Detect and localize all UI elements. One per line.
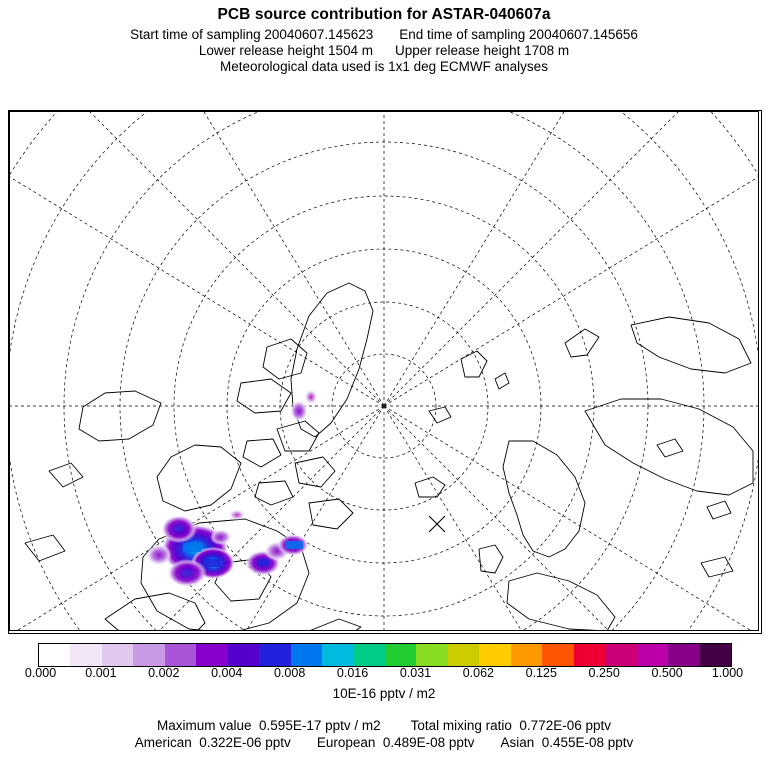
american-contribution-label: American 0.322E-06 pptv — [134, 735, 291, 750]
upper-release-height-label: Upper release height 1708 m — [395, 43, 570, 58]
spacer — [373, 27, 399, 42]
colorbar-swatch — [39, 644, 70, 666]
colorbar-tick-labels — [0, 666, 768, 682]
european-contribution-label: European 0.489E-08 pptv — [316, 735, 475, 750]
spacer — [381, 718, 411, 733]
colorbar-tick-label: 0.031 — [399, 666, 432, 680]
asian-contribution-label: Asian 0.455E-08 pptv — [500, 735, 634, 750]
footer-row-totals — [0, 718, 768, 733]
release-height-row — [0, 43, 768, 58]
colorbar-tick-label: 1.000 — [711, 666, 744, 680]
colorbar-swatch — [70, 644, 101, 666]
spacer — [291, 735, 317, 750]
colorbar-swatch — [165, 644, 196, 666]
colorbar-tick-label: 0.250 — [588, 666, 620, 680]
total-mixing-ratio-label: Total mixing ratio 0.772E-06 pptv — [410, 718, 611, 733]
colorbar-tick-label: 0.125 — [525, 666, 557, 680]
polar-stereographic-map — [9, 111, 759, 631]
colorbar-swatch — [700, 644, 731, 666]
colorbar-swatch — [448, 644, 479, 666]
colorbar-tick-label: 0.008 — [273, 666, 306, 680]
colorbar — [38, 643, 732, 667]
met-data-row — [0, 59, 768, 74]
map-panel — [8, 110, 762, 634]
colorbar-swatch — [416, 644, 447, 666]
colorbar-swatch — [668, 644, 699, 666]
lower-release-height-label: Lower release height 1504 m — [198, 43, 373, 58]
spacer — [373, 43, 395, 58]
figure-footer — [0, 716, 768, 752]
figure-header — [0, 0, 768, 74]
colorbar-tick-label: 0.500 — [651, 666, 683, 680]
start-time-label: Start time of sampling 20040607.145623 — [130, 27, 374, 42]
end-time-label: End time of sampling 20040607.145656 — [399, 27, 638, 42]
colorbar-tick-label: 0.000 — [24, 666, 57, 680]
colorbar-tick-label: 0.016 — [336, 666, 369, 680]
footer-row-regions — [0, 735, 768, 750]
max-value-label: Maximum value 0.595E-17 pptv / m2 — [157, 718, 381, 733]
colorbar-swatch — [133, 644, 164, 666]
met-data-label: Meteorological data used is 1x1 deg ECMWF analyses — [220, 59, 548, 74]
colorbar-swatch — [574, 644, 605, 666]
colorbar-swatch — [291, 644, 322, 666]
colorbar-tick-label: 0.002 — [148, 666, 180, 680]
colorbar-tick-label: 0.062 — [462, 666, 494, 680]
colorbar-unit-label: 10E-16 pptv / m2 — [332, 686, 436, 701]
colorbar-swatch — [259, 644, 290, 666]
colorbar-swatch — [385, 644, 416, 666]
page-title: PCB source contribution for ASTAR-040607a — [217, 6, 551, 23]
colorbar-swatch — [354, 644, 385, 666]
colorbar-swatch — [542, 644, 573, 666]
colorbar-swatch — [196, 644, 227, 666]
colorbar-swatch — [637, 644, 668, 666]
colorbar-swatch — [605, 644, 636, 666]
colorbar-swatch — [228, 644, 259, 666]
colorbar-swatch — [511, 644, 542, 666]
colorbar-tick-label: 0.001 — [85, 666, 117, 680]
colorbar-swatch — [322, 644, 353, 666]
colorbar-tick-label: 0.004 — [211, 666, 243, 680]
colorbar-swatch — [102, 644, 133, 666]
colorbar-swatch — [479, 644, 510, 666]
spacer — [474, 735, 500, 750]
sampling-time-row — [0, 27, 768, 42]
